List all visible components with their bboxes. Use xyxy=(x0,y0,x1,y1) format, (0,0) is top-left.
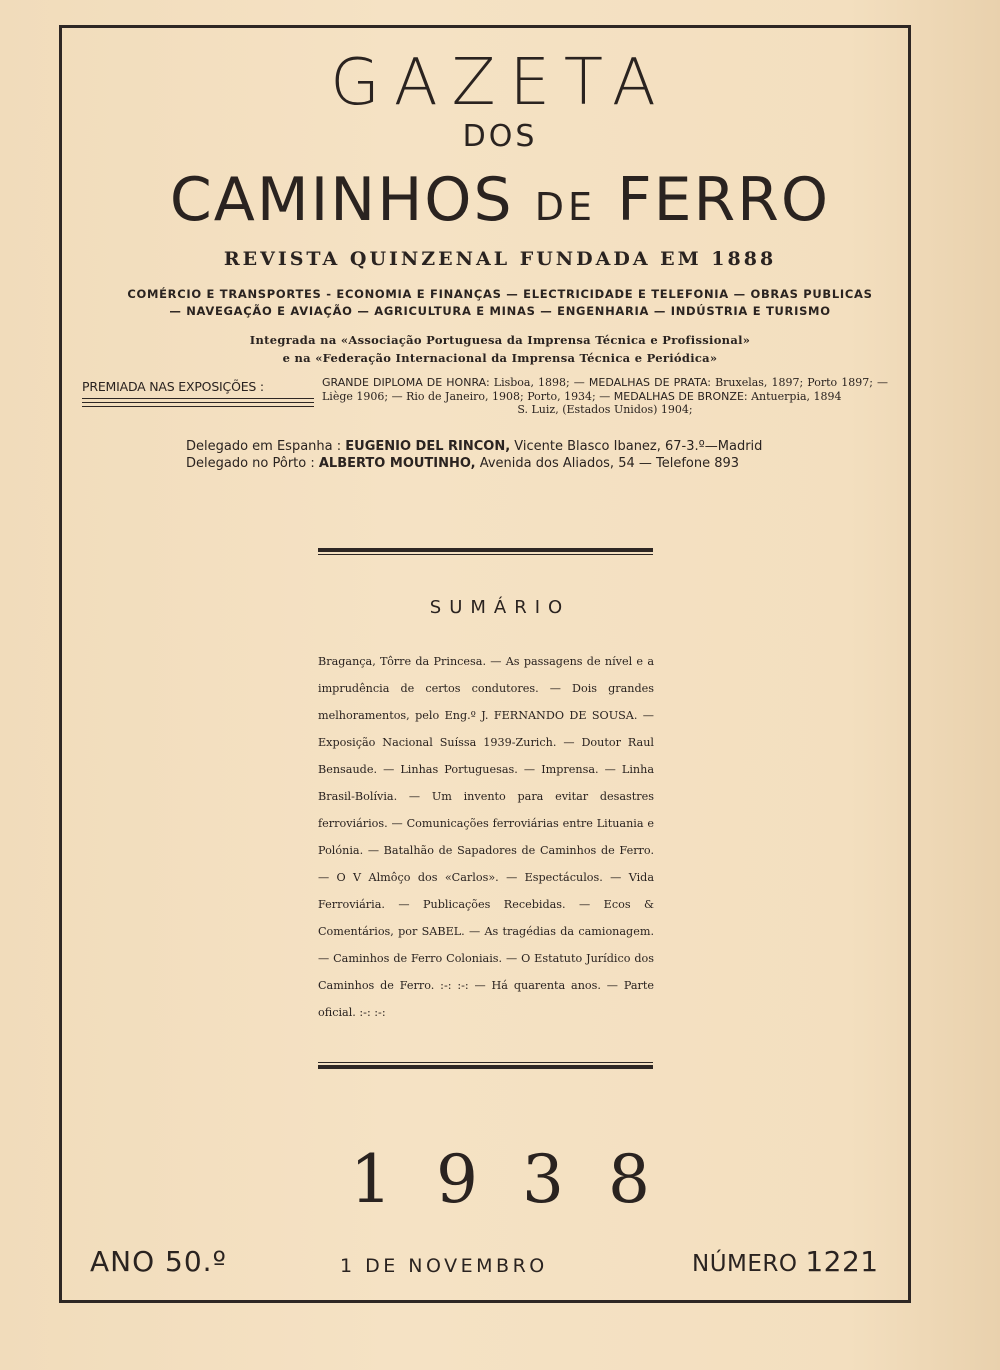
delegate-espanha-name: EUGENIO DEL RINCON, xyxy=(345,439,511,454)
award-text-2: Bruxelas, 1897; Porto 1897; — Liège 1906; — Rio de Janeiro, 1908; Porto, 1934; — xyxy=(322,376,888,403)
issue-number xyxy=(692,1242,879,1284)
issue-volume: ANO 50.º xyxy=(90,1245,227,1278)
affiliation-text xyxy=(0,331,1000,367)
awards-list xyxy=(322,376,888,417)
award-grande-diploma: GRANDE DIPLOMA DE HONRA: xyxy=(322,376,490,389)
award-medalhas-prata: MEDALHAS DE PRATA: xyxy=(588,376,711,389)
masthead-title-caminhos-de-ferro xyxy=(0,160,1000,247)
sumario-heading: SUMÁRIO xyxy=(429,597,571,618)
title-word-de: DE xyxy=(534,185,596,229)
award-text-3: Antuerpia, 1894 xyxy=(747,389,842,403)
awards-label-underline xyxy=(82,398,314,410)
delegate-espanha-label: Delegado em Espanha : xyxy=(186,439,346,454)
award-text-1: Lisboa, 1898; — xyxy=(489,376,589,389)
delegate-porto-name: ALBERTO MOUTINHO, xyxy=(318,456,476,471)
delegate-porto xyxy=(186,455,826,472)
sumario-bottom-rule xyxy=(318,1062,653,1071)
delegate-porto-label: Delegado no Pôrto : xyxy=(186,456,319,471)
masthead-title-gazeta: GAZETA xyxy=(330,46,670,120)
awards-label: PREMIADA NAS EXPOSIÇÕES : xyxy=(82,379,264,394)
issue-number-label: NÚMERO xyxy=(692,1251,798,1277)
delegate-porto-address: Avenida dos Aliados, 54 — Telefone 893 xyxy=(475,456,740,471)
delegate-espanha xyxy=(186,438,826,455)
delegate-espanha-address: Vicente Blasco Ibanez, 67-3.º—Madrid xyxy=(510,439,763,454)
title-word-caminhos: CAMINHOS xyxy=(169,165,514,235)
topics-line-1: COMÉRCIO E TRANSPORTES - ECONOMIA E FINANÇAS — ELECTRICIDADE E TELEFONIA — OBRAS PUBLICAS xyxy=(127,287,873,301)
masthead-topics xyxy=(0,286,1000,320)
affiliation-line-1: Integrada na «Associação Portuguesa da Imprensa Técnica e Profissional» xyxy=(249,333,751,347)
sumario-top-rule xyxy=(318,548,653,555)
issue-year: 1938 xyxy=(350,1141,694,1218)
issue-number-value: 1221 xyxy=(805,1245,879,1278)
issue-date: 1 DE NOVEMBRO xyxy=(340,1255,548,1277)
affiliation-line-2: e na «Federação Internacional da Imprensa Técnica e Periódica» xyxy=(282,351,718,365)
topics-line-2: — NAVEGAÇÃO E AVIAÇÃO — AGRICULTURA E MINAS — ENGENHARIA — INDÚSTRIA E TURISMO xyxy=(169,304,831,318)
award-medalhas-bronze: MEDALHAS DE BRONZE: xyxy=(613,389,748,403)
delegates-block xyxy=(186,438,826,472)
title-word-ferro: FERRO xyxy=(617,165,831,235)
masthead-title-dos: DOS xyxy=(462,119,538,154)
masthead-subtitle: REVISTA QUINZENAL FUNDADA EM 1888 xyxy=(223,248,777,270)
award-text-4: S. Luiz, (Estados Unidos) 1904; xyxy=(517,403,693,416)
sumario-contents: Bragança, Tôrre da Princesa. — As passagens de nível e a imprudência de certos condutores. — Dois grandes melhoramentos, pelo Eng.º J. FERNANDO DE SOUSA. — Exposição Nacional Suíssa 1939-Zurich. — Doutor Raul Bensaude. — Linhas Portuguesas. — Imprensa. — Linha Brasil-Bolívia. — Um invento para evitar desastres ferroviários. — Comunicações ferroviárias entre Lituania e Polónia. — Batalhão de Sapadores de Caminhos de Ferro. — O V Almôço dos «Carlos». — Espectáculos. — Vida Ferroviária. — Publicações Recebidas. — Ecos & Comentários, por SABEL. — As tragédias da camionagem. — Caminhos de Ferro Coloniais. — O Estatuto Jurídico dos Caminhos de Ferro. :-: :-: — Há quarenta anos. — Parte oficial. :-: :-: xyxy=(318,655,654,1019)
